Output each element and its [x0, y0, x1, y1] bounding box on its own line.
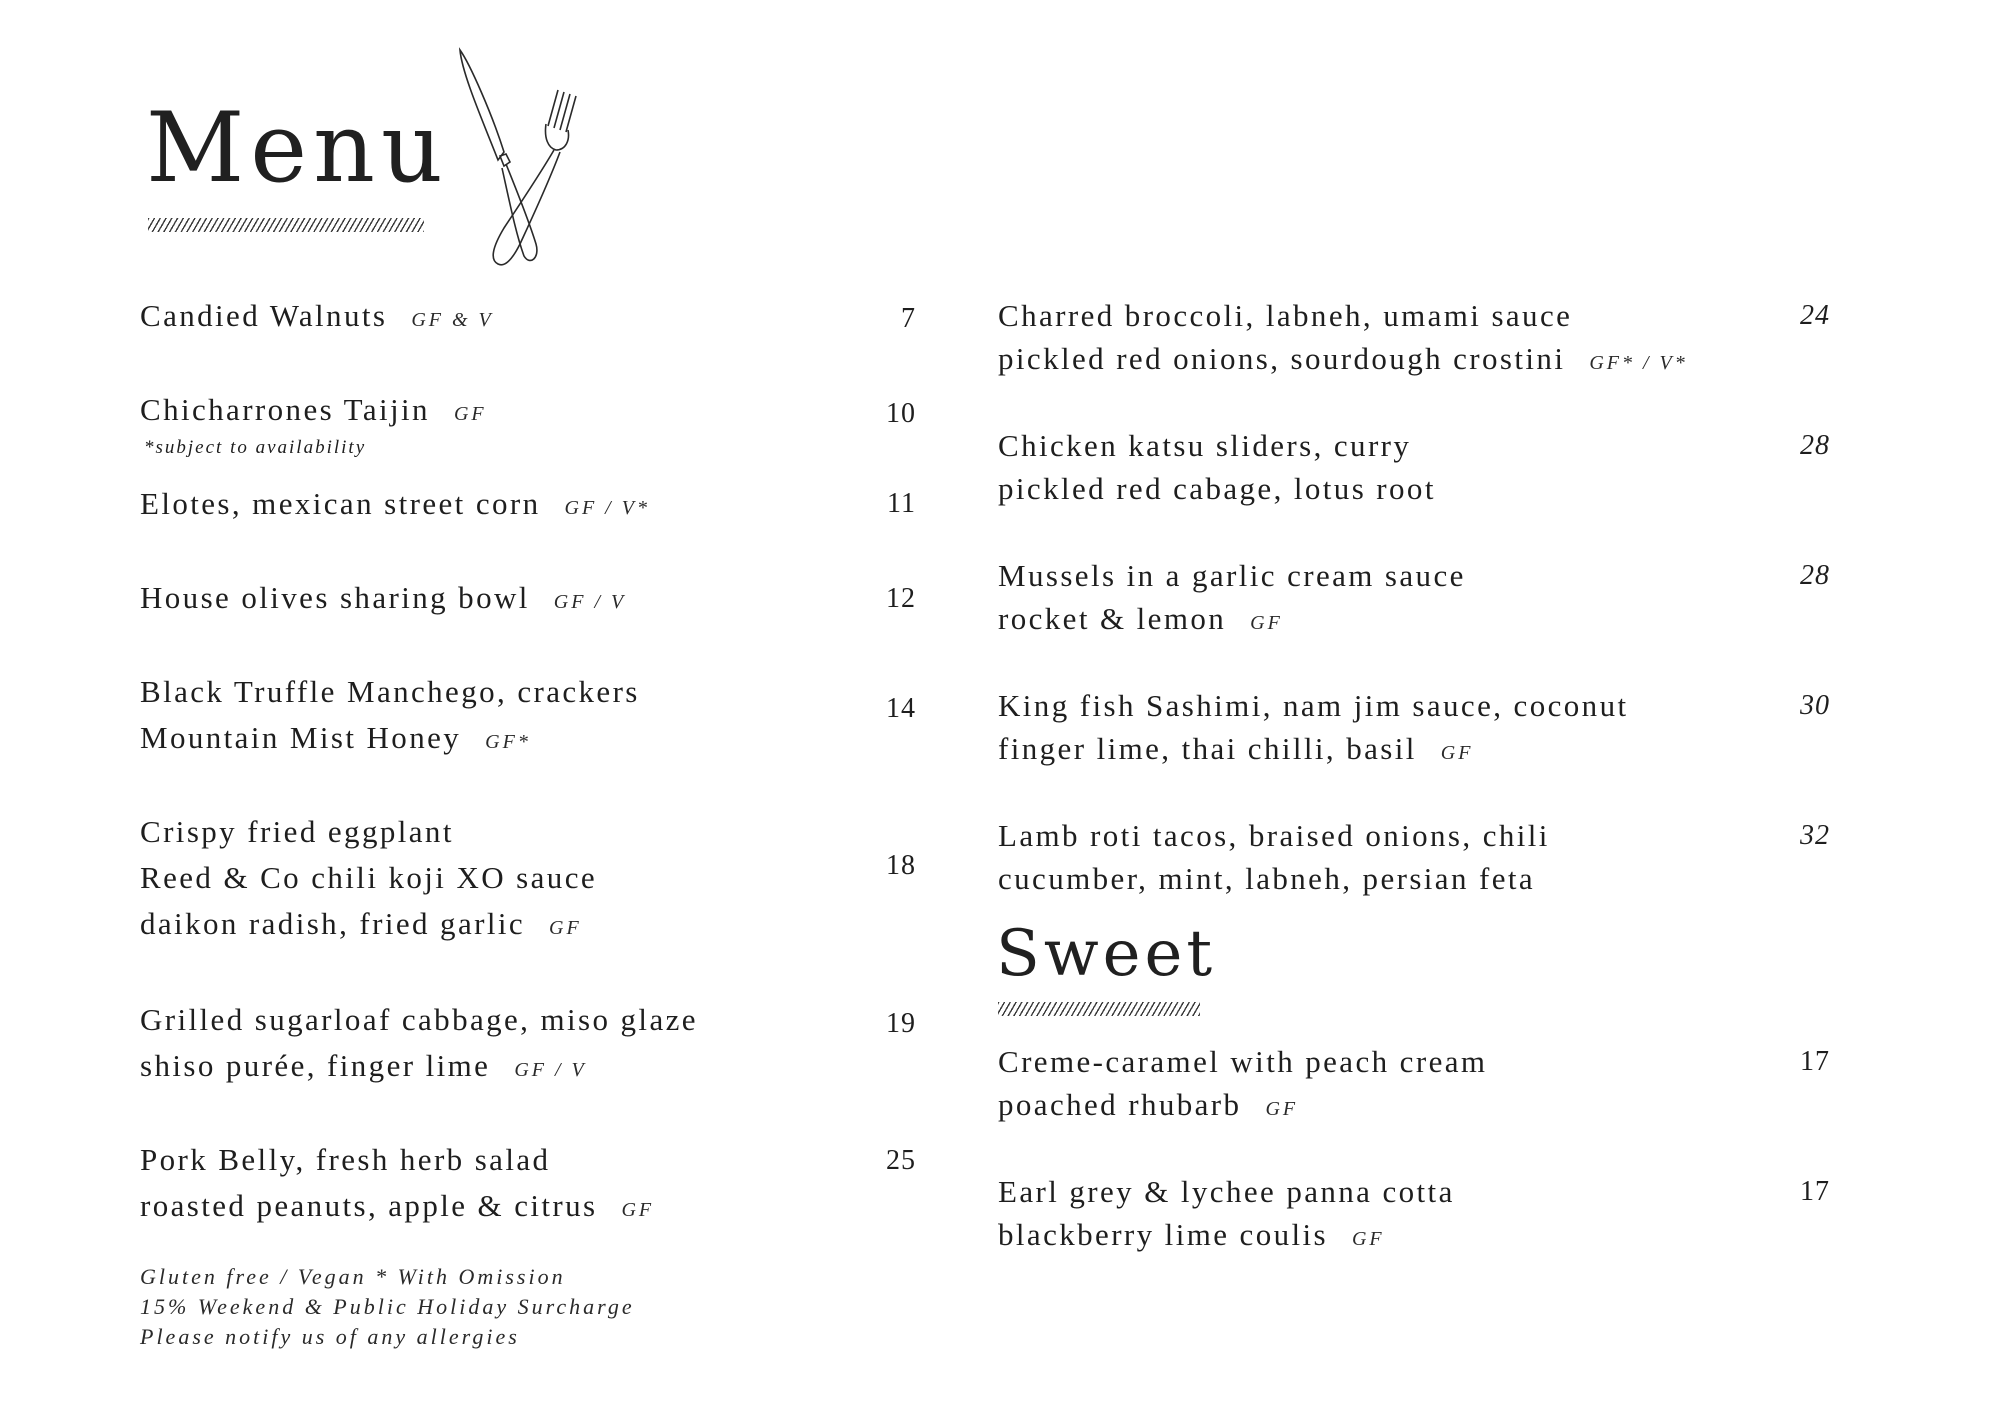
menu-item-text: Crispy fried eggplant	[140, 814, 454, 849]
menu-item-name	[140, 481, 650, 531]
menu-item-price: 28	[1800, 430, 1830, 461]
menu-item	[998, 1040, 1487, 1131]
menu-item	[140, 1137, 654, 1233]
menu-item-name	[140, 809, 597, 855]
menu-item-text: Elotes, mexican street corn	[140, 486, 541, 521]
menu-item-name	[998, 1083, 1487, 1131]
menu-item-name	[140, 1183, 654, 1233]
menu-item-name	[998, 814, 1550, 857]
menu-item-price: 25	[886, 1145, 916, 1176]
menu-item-name	[998, 857, 1550, 900]
menu-item-name	[998, 424, 1436, 467]
menu-item-text: pickled red onions, sourdough crostini	[998, 341, 1566, 376]
menu-item-name	[140, 387, 487, 437]
dietary-tag: GF / V	[514, 1059, 587, 1081]
dietary-tag: GF	[621, 1199, 655, 1221]
menu-item-text: King fish Sashimi, nam jim sauce, coconut	[998, 688, 1629, 723]
menu-item-text: blackberry lime coulis	[998, 1217, 1328, 1252]
menu-item-price: 7	[901, 303, 916, 334]
menu-title: Menu	[146, 92, 449, 204]
menu-item-price: 17	[1800, 1046, 1830, 1077]
menu-item-name	[140, 715, 640, 765]
dietary-tag: GF / V*	[564, 497, 650, 519]
dietary-tag: GF / V	[553, 591, 627, 613]
menu-item	[998, 294, 1688, 385]
menu-item-name	[140, 901, 597, 951]
menu-item-price: 32	[1800, 820, 1830, 851]
menu-item-text: finger lime, thai chilli, basil	[998, 731, 1417, 766]
dietary-tag: GF	[1440, 742, 1474, 764]
menu-item-price: 11	[887, 488, 916, 519]
menu-item-name	[140, 997, 698, 1043]
menu-item-price: 14	[886, 693, 916, 724]
menu-title-underline	[148, 218, 424, 232]
sweet-title: Sweet	[996, 917, 1217, 991]
sweet-title-underline	[998, 1002, 1200, 1016]
dietary-tag: GF & V	[411, 309, 494, 331]
menu-item-text: Candied Walnuts	[140, 298, 388, 333]
menu-item-text: Mountain Mist Honey	[140, 720, 462, 755]
menu-item-text: Chicken katsu sliders, curry	[998, 428, 1412, 463]
menu-item-name	[998, 294, 1688, 337]
footer-line-surcharge: 15% Weekend & Public Holiday Surcharge	[140, 1294, 635, 1319]
menu-item-text: Creme-caramel with peach cream	[998, 1044, 1488, 1079]
menu-item-price: 18	[886, 850, 916, 881]
menu-item-name	[998, 727, 1629, 775]
menu-item	[998, 814, 1550, 900]
menu-item-name	[140, 855, 597, 901]
menu-item-text: Charred broccoli, labneh, umami sauce	[998, 298, 1573, 333]
menu-item-price: 12	[886, 583, 916, 614]
menu-item-text: cucumber, mint, labneh, persian feta	[998, 861, 1536, 896]
menu-item-note: *subject to availability	[144, 437, 367, 458]
menu-item-name	[998, 684, 1629, 727]
dietary-tag: GF* / V*	[1589, 352, 1688, 374]
menu-item-price: 19	[886, 1008, 916, 1039]
dietary-tag: GF	[1250, 612, 1283, 634]
menu-item-name	[998, 1213, 1455, 1261]
menu-item	[140, 293, 494, 343]
menu-item-text: Earl grey & lychee panna cotta	[998, 1174, 1455, 1209]
menu-item-text: daikon radish, fried garlic	[140, 906, 526, 941]
menu-item	[140, 669, 640, 765]
menu-item-name	[998, 337, 1688, 385]
footer-line-allergies: Please notify us of any allergies	[140, 1324, 520, 1349]
menu-item-text: Chicharrones Taijin	[140, 392, 430, 427]
menu-item-name	[998, 1040, 1487, 1083]
menu-item	[998, 424, 1436, 510]
menu-item-name	[998, 554, 1466, 597]
menu-item-price: 17	[1800, 1176, 1830, 1207]
menu-item-price: 30	[1800, 690, 1830, 721]
menu-item	[140, 809, 597, 951]
menu-item-price: 10	[886, 398, 916, 429]
menu-item-text: Lamb roti tacos, braised onions, chili	[998, 818, 1550, 853]
menu-item-text: Mussels in a garlic cream sauce	[998, 558, 1466, 593]
dietary-tag: GF	[1265, 1098, 1299, 1120]
menu-item	[140, 575, 626, 625]
menu-item-name	[140, 1043, 698, 1093]
menu-item-text: poached rhubarb	[998, 1087, 1242, 1122]
menu-item-name	[140, 293, 494, 343]
menu-item-text: rocket & lemon	[998, 601, 1227, 636]
menu-item-text: House olives sharing bowl	[140, 580, 530, 615]
menu-item-text: Black Truffle Manchego, crackers	[140, 674, 640, 709]
knife-and-fork-icon	[440, 44, 600, 270]
menu-item-name	[998, 1170, 1455, 1213]
footer-notes	[140, 1262, 635, 1352]
dietary-tag: GF	[1351, 1228, 1385, 1250]
menu-item-name	[140, 669, 640, 715]
menu-item-price: 24	[1800, 300, 1830, 331]
dietary-tag: GF*	[485, 731, 531, 753]
menu-item	[140, 997, 698, 1093]
dietary-tag: GF	[453, 403, 487, 425]
menu-item-text: shiso purée, finger lime	[140, 1048, 491, 1083]
menu-item-text: roasted peanuts, apple & citrus	[140, 1188, 598, 1223]
menu-item	[998, 684, 1629, 775]
footer-line-dietary: Gluten free / Vegan * With Omission	[140, 1264, 566, 1289]
menu-item-name	[140, 1137, 654, 1183]
dietary-tag: GF	[549, 917, 582, 939]
menu-item-name	[998, 467, 1436, 510]
menu-item	[140, 481, 650, 531]
menu-item-name	[140, 575, 626, 625]
menu-item-text: Reed & Co chili koji XO sauce	[140, 860, 598, 895]
menu-item-price: 28	[1800, 560, 1830, 591]
menu-item-text: Pork Belly, fresh herb salad	[140, 1142, 551, 1177]
menu-item-text: pickled red cabage, lotus root	[998, 471, 1436, 506]
menu-item	[140, 387, 487, 459]
menu-item	[998, 554, 1466, 645]
menu-item-name	[998, 597, 1466, 645]
menu-item-text: Grilled sugarloaf cabbage, miso glaze	[140, 1002, 698, 1037]
menu-item	[998, 1170, 1455, 1261]
